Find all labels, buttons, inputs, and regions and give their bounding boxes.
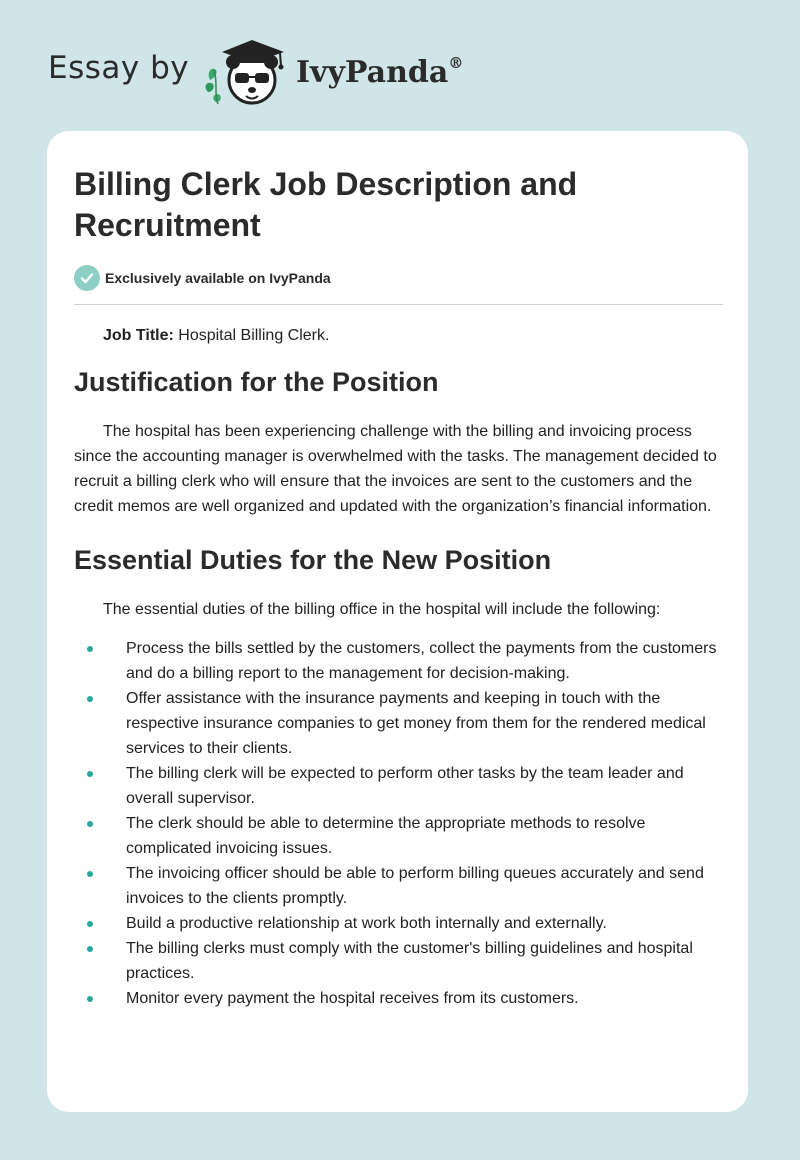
divider bbox=[74, 304, 723, 305]
bullet-icon bbox=[87, 646, 93, 652]
list-item bbox=[74, 936, 723, 986]
list-item bbox=[74, 761, 723, 811]
job-title-value: Hospital Billing Clerk. bbox=[173, 327, 330, 344]
job-title-label: Job Title: bbox=[103, 327, 174, 344]
bullet-icon bbox=[87, 821, 93, 827]
list-item bbox=[74, 861, 723, 911]
exclusive-badge bbox=[74, 264, 723, 292]
justification-paragraph: The hospital has been experiencing challenge with the billing and invoicing process since the accounting manager is overwhelmed with the tasks. The management decided to recruit a billing clerk who will ensure that the invoices are sent to the customers and the credit memos are well organized and updated with the organization’s financial information. bbox=[74, 423, 717, 515]
list-item-text: The billing clerk will be expected to perform other tasks by the team leader and overall supervisor. bbox=[126, 765, 684, 807]
bullet-icon bbox=[87, 946, 93, 952]
essay-content bbox=[74, 164, 723, 1011]
list-item-text: Build a productive relationship at work both internally and externally. bbox=[126, 915, 607, 932]
registered-mark: ® bbox=[448, 54, 464, 72]
section-heading-duties: Essential Duties for the New Position bbox=[74, 545, 552, 575]
bullet-icon bbox=[87, 871, 93, 877]
site-header bbox=[0, 0, 800, 130]
list-item bbox=[74, 911, 723, 936]
brand-name[interactable] bbox=[296, 54, 463, 90]
ivypanda-logo-icon[interactable] bbox=[202, 36, 294, 108]
duties-intro-paragraph: The essential duties of the billing office in the hospital will include the following: bbox=[103, 601, 661, 618]
bullet-icon bbox=[87, 921, 93, 927]
list-item-text: Monitor every payment the hospital receives from its customers. bbox=[126, 990, 579, 1007]
brand-text: IvyPanda bbox=[296, 55, 449, 90]
bullet-icon bbox=[87, 996, 93, 1002]
list-item-text: The billing clerks must comply with the customer's billing guidelines and hospital practices. bbox=[126, 940, 693, 982]
page-title: Billing Clerk Job Description and Recruitment bbox=[74, 166, 578, 243]
exclusive-badge-label: Exclusively available on IvyPanda bbox=[105, 270, 331, 286]
list-item bbox=[74, 636, 723, 686]
checkmark-icon bbox=[74, 265, 100, 291]
list-item-text: The invoicing officer should be able to perform billing queues accurately and send invoices to the clients promptly. bbox=[126, 865, 704, 907]
list-item-text: The clerk should be able to determine the appropriate methods to resolve complicated invoicing issues. bbox=[126, 815, 646, 857]
section-heading-justification: Justification for the Position bbox=[74, 367, 439, 397]
bullet-icon bbox=[87, 696, 93, 702]
list-item bbox=[74, 686, 723, 761]
bullet-icon bbox=[87, 771, 93, 777]
duties-list bbox=[74, 636, 723, 1011]
list-item bbox=[74, 986, 723, 1011]
list-item-text: Process the bills settled by the customers, collect the payments from the customers and do a billing report to the management for decision-making. bbox=[126, 640, 717, 682]
list-item-text: Offer assistance with the insurance payments and keeping in touch with the respective insurance companies to get money from them for the rendered medical services to their clients. bbox=[126, 690, 706, 757]
essay-card bbox=[47, 131, 748, 1112]
list-item bbox=[74, 811, 723, 861]
essay-by-label: Essay by bbox=[48, 50, 190, 86]
job-title-line bbox=[103, 325, 723, 347]
